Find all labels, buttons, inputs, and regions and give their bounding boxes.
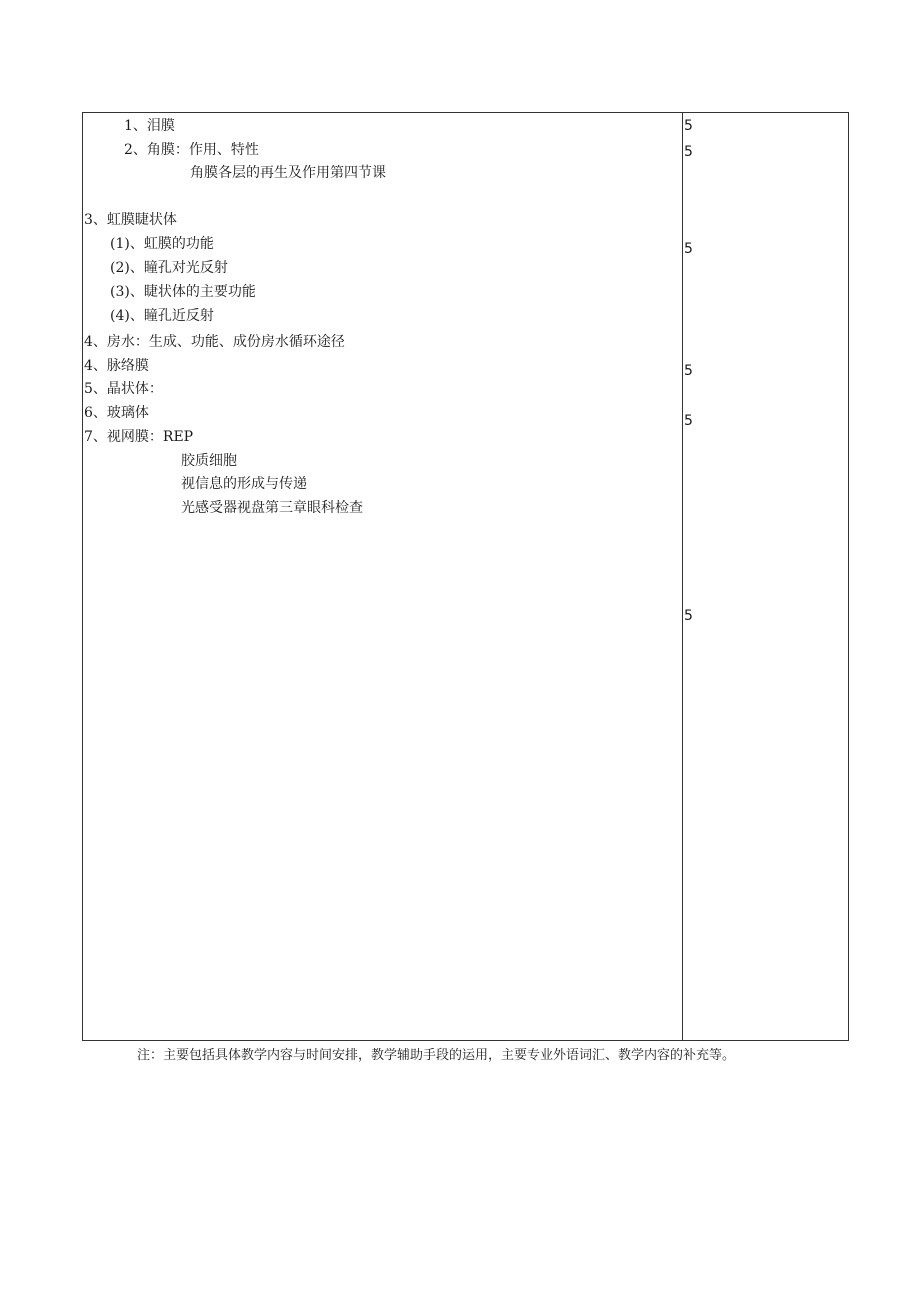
content-line: (4)、瞳孔近反射: [110, 308, 214, 324]
content-line: 角膜各层的再生及作用第四节课: [190, 165, 386, 181]
time-value: 5: [684, 241, 693, 257]
content-line: 4、房水：生成、功能、成份房水循环途径: [84, 334, 345, 350]
content-line: 3、虹膜睫状体: [84, 212, 177, 228]
content-line: 5、晶状体：: [84, 381, 163, 397]
content-line: 6、玻璃体: [84, 405, 149, 421]
content-line: 4、脉络膜: [84, 358, 149, 374]
time-value: 5: [684, 144, 693, 160]
content-line: 视信息的形成与传递: [181, 476, 307, 492]
content-line: 胶质细胞: [181, 453, 237, 469]
content-line: (2)、瞳孔对光反射: [110, 260, 228, 276]
time-value: 5: [684, 118, 693, 134]
time-value: 5: [684, 363, 693, 379]
column-divider: [682, 112, 683, 1041]
content-line: 2、角膜：作用、特性: [124, 142, 259, 158]
content-line: (1)、虹膜的功能: [110, 236, 214, 252]
content-line: (3)、睫状体的主要功能: [110, 284, 256, 300]
time-value: 5: [684, 608, 693, 624]
content-line: 7、视网膜：REP: [84, 429, 194, 445]
time-value: 5: [684, 413, 693, 429]
footnote: 注：主要包括具体教学内容与时间安排，教学辅助手段的运用，主要专业外语词汇、教学内容的补充等。: [137, 1048, 736, 1063]
content-line: 1、泪膜: [124, 118, 175, 134]
content-line: 光感受器视盘第三章眼科检查: [181, 500, 363, 516]
